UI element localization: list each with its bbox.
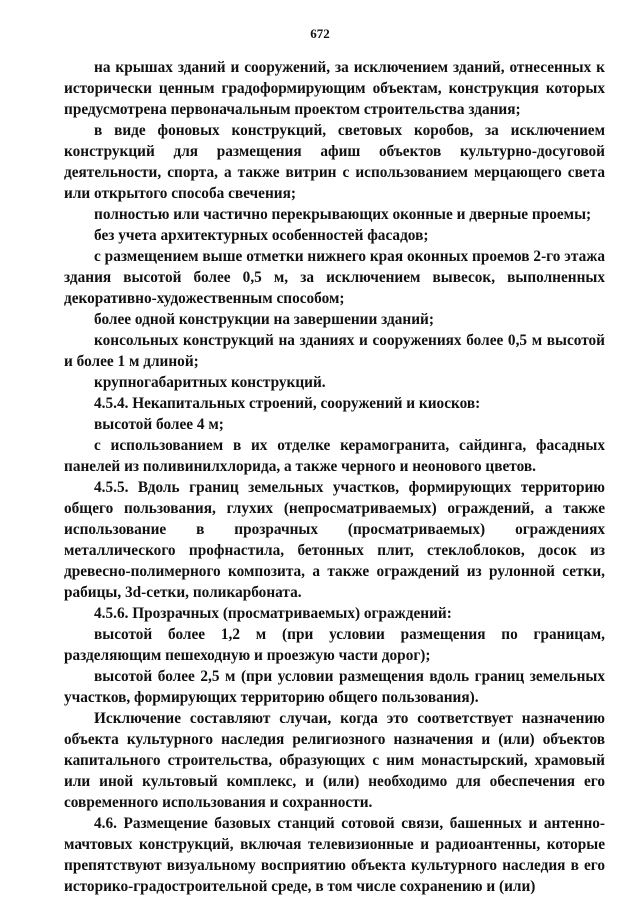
paragraph-console-constructions: консольных конструкций на зданиях и сооружениях более 0,5 м высотой и более 1 м длиной;: [64, 332, 605, 370]
paragraph-section-4-6: 4.6. Размещение базовых станций сотовой связи, башенных и антенно-мачтовых конструкций, включая телевизионные и радиоантенны, которые препятствуют визуальному восприятию объекта культурного наследия в его историко-градостроительной среде, в том числе сохранению и (или): [64, 815, 605, 895]
paragraph-facade-features: без учета архитектурных особенностей фасадов;: [94, 227, 429, 244]
paragraph-single-construction: более одной конструкции на завершении зданий;: [94, 311, 434, 328]
paragraph-section-4-5-5: 4.5.5. Вдоль границ земельных участков, формирующих территорию общего пользования, глухих (непросматриваемых) ограждений, а также использование в прозрачных (просматриваемых) ограждениях металлического профнастила, бетонных плит, стеклоблоков, досок из древесно-полимерного композита, а также ограждений из рулонной сетки, рабицы, 3d-сетки, поликарбоната.: [64, 479, 605, 601]
paragraph-second-floor-height: с размещением выше отметки нижнего края оконных проемов 2-го этажа здания высотой более 0,5 м, за исключением вывесок, выполненных декоративно-художественным способом;: [64, 248, 605, 307]
paragraph-rooftops: на крышах зданий и сооружений, за исключением зданий, отнесенных к исторически ценным градоформирующим объектам, конструкция которых предусмотрена первоначальным проектом строительства здания;: [64, 59, 605, 118]
paragraph-height-1-2m: высотой более 1,2 м (при условии размещения по границам, разделяющим пешеходную и проезжую части дорог);: [64, 626, 605, 664]
paragraph-height-2-5m: высотой более 2,5 м (при условии размещения вдоль границ земельных участков, формирующих территорию общего пользования).: [64, 668, 605, 706]
paragraph-window-openings: полностью или частично перекрывающих оконные и дверные проемы;: [94, 206, 592, 223]
paragraph-section-4-5-6: 4.5.6. Прозрачных (просматриваемых) ограждений:: [94, 605, 452, 622]
page-number: 672: [310, 26, 330, 41]
body-text: [64, 57, 605, 897]
paragraph-height-4m: высотой более 4 м;: [94, 416, 224, 433]
paragraph-large-constructions: крупногабаритных конструкций.: [94, 374, 326, 391]
paragraph-exception: Исключение составляют случаи, когда это соответствует назначению объекта культурного наследия религиозного назначения и (или) объектов капитального строительства, образующих с ним монастырский, храмовый или иной культовый комплекс, и (или) необходимо для обеспечения его современного использования и сохранности.: [64, 710, 605, 811]
paragraph-background-structures: в виде фоновых конструкций, световых коробов, за исключением конструкций для размещения афиш объектов культурно-досуговой деятельности, спорта, а также витрин с использованием мерцающего света или открытого способа свечения;: [64, 122, 605, 202]
paragraph-finishing-materials: с использованием в их отделке керамогранита, сайдинга, фасадных панелей из поливинилхлорида, а также черного и неонового цветов.: [64, 437, 605, 475]
paragraph-section-4-5-4: 4.5.4. Некапитальных строений, сооружений и киосков:: [94, 395, 481, 412]
